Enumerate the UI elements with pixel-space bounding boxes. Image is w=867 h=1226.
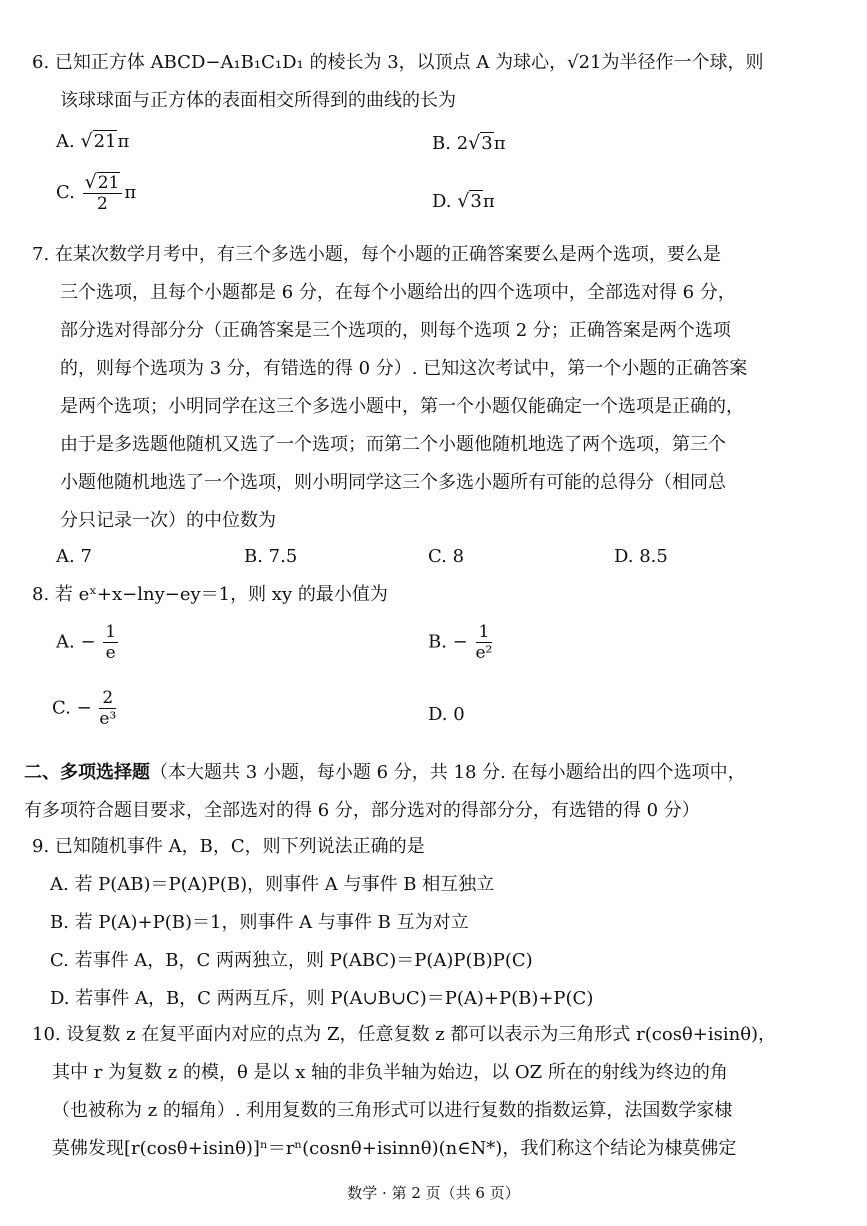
q8-option-d: D. 0 xyxy=(428,704,465,725)
q7-stem-line6: 由于是多选题他随机又选了一个选项；而第二个小题他随机地选了两个选项，第三个 xyxy=(60,434,726,455)
q9-option-c: C. 若事件 A，B，C 两两独立，则 P(ABC)＝P(A)P(B)P(C) xyxy=(50,950,533,971)
section2-header-line2: 有多项符合题目要求，全部选对的得 6 分，部分选对的得部分分，有选错的得 0 分） xyxy=(24,800,700,821)
q7-stem-line4: 的，则每个选项为 3 分，有错选的得 0 分）. 已知这次考试中，第一个小题的正确答案 xyxy=(60,358,748,379)
q8-option-c: C. − $\frac{2}{\text{e³}}$ xyxy=(52,688,117,729)
section2-title: 二、多项选择题 xyxy=(24,762,150,783)
q7-stem-line3: 部分选对得部分分（正确答案是三个选项的，则每个选项 2 分；正确答案是两个选项 xyxy=(60,320,731,341)
q7-stem-line1: 7. 在某次数学月考中，有三个多选小题，每个小题的正确答案要么是两个选项，要么是 xyxy=(32,244,721,265)
q7-stem-line7: 小题他随机地选了一个选项，则小明同学这三个多选小题所有可能的总得分（相同总 xyxy=(60,472,726,493)
q7-option-a: A. 7 xyxy=(56,546,92,567)
q9-option-d: D. 若事件 A，B，C 两两互斥，则 P(A∪B∪C)＝P(A)+P(B)+P(C) xyxy=(50,988,594,1009)
q8-stem: 8. 若 eˣ+x−lny−ey＝1，则 xy 的最小值为 xyxy=(32,584,388,605)
q9-stem: 9. 已知随机事件 A，B，C，则下列说法正确的是 xyxy=(32,836,425,857)
q7-option-d: D. 8.5 xyxy=(614,546,668,567)
q7-stem-line8: 分只记录一次）的中位数为 xyxy=(60,510,276,531)
q7-option-b: B. 7.5 xyxy=(244,546,298,567)
q7-option-c: C. 8 xyxy=(428,546,465,567)
q6-stem-line1: 6. 已知正方体 ABCD−A₁B₁C₁D₁ 的棱长为 3，以顶点 A 为球心，√21为半径作一个球，则 xyxy=(32,52,764,73)
q6-stem-line2: 该球球面与正方体的表面相交所得到的曲线的长为 xyxy=(60,90,456,111)
q6-option-a: A. √21π xyxy=(56,130,130,152)
q6-option-b: B. 2√3π xyxy=(432,132,506,154)
q10-stem-line3: （也被称为 z 的辐角）. 利用复数的三角形式可以进行复数的指数运算，法国数学家棣 xyxy=(52,1100,733,1121)
q7-stem-line2: 三个选项，且每个小题都是 6 分，在每个小题给出的四个选项中，全部选对得 6 分， xyxy=(60,282,736,303)
q7-stem-line5: 是两个选项；小明同学在这三个多选小题中，第一个小题仅能确定一个选项是正确的， xyxy=(60,396,744,417)
q8-option-a: A. − $\frac{1}{e}$ xyxy=(56,622,117,663)
q10-stem-line1: 10. 设复数 z 在复平面内对应的点为 Z，任意复数 z 都可以表示为三角形式 r(cosθ+isinθ)， xyxy=(32,1024,777,1045)
q6-option-d: D. √3π xyxy=(432,190,495,212)
q9-option-b: B. 若 P(A)+P(B)＝1，则事件 A 与事件 B 互为对立 xyxy=(50,912,469,933)
page-footer: 数学 · 第 2 页（共 6 页） xyxy=(347,1184,520,1202)
q10-stem-line4: 莫佛发现[r(cosθ+isinθ)]ⁿ＝rⁿ(cosnθ+isinnθ)(n∈N*)，我们称这个结论为棣莫佛定 xyxy=(52,1138,737,1159)
q8-option-b: B. − $\frac{1}{\text{e²}}$ xyxy=(428,622,493,663)
q10-stem-line2: 其中 r 为复数 z 的模，θ 是以 x 轴的非负半轴为始边，以 OZ 所在的射线为终边的角 xyxy=(52,1062,728,1083)
q6-option-c: C. $\frac{√21}{2}$ π xyxy=(56,171,137,214)
q9-option-a: A. 若 P(AB)＝P(A)P(B)，则事件 A 与事件 B 相互独立 xyxy=(50,874,495,895)
section2-header-line1: 二、多项选择题（本大题共 3 小题，每小题 6 分，共 18 分. 在每小题给出的四个选项中， xyxy=(24,762,746,783)
